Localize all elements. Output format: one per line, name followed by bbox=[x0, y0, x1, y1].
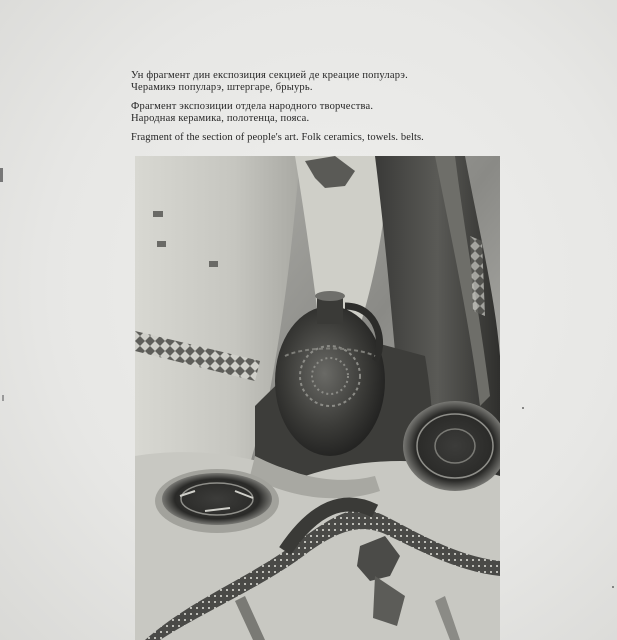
exhibit-photograph-image bbox=[135, 156, 500, 640]
caption-block bbox=[131, 70, 551, 144]
page-speck bbox=[612, 586, 614, 588]
page-edge-mark bbox=[2, 395, 4, 401]
caption-russian-line1: Фрагмент экспозиции отдела народного творчества. bbox=[131, 101, 374, 112]
caption-russian bbox=[131, 101, 551, 125]
caption-romanian bbox=[131, 70, 551, 94]
exhibit-photograph bbox=[135, 156, 500, 640]
page-edge-mark bbox=[0, 168, 3, 182]
caption-romanian-line2: Черамикэ популарэ, штергаре, брыурь. bbox=[131, 82, 313, 93]
caption-english: Fragment of the section of people's art. Folk ceramics, towels. belts. bbox=[131, 132, 424, 143]
caption-romanian-line1: Ун фрагмент дин експозиция секцией де креацие популарэ. bbox=[131, 70, 408, 81]
caption-russian-line2: Народная керамика, полотенца, пояса. bbox=[131, 113, 310, 124]
page-speck bbox=[522, 407, 524, 409]
